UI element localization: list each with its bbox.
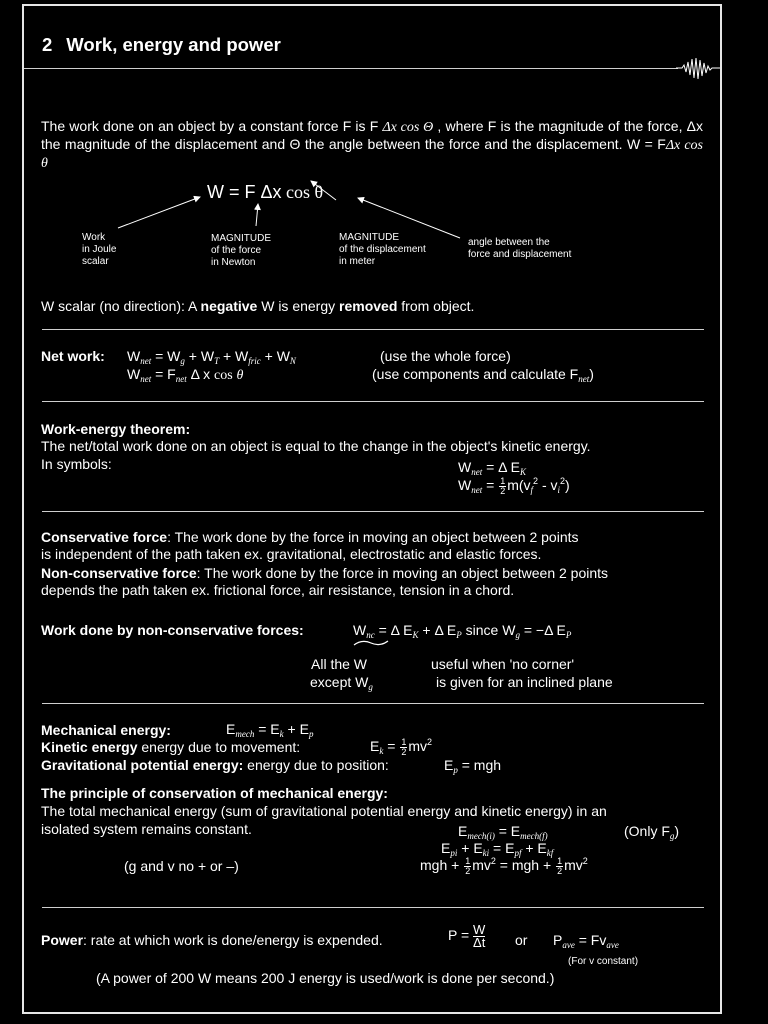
label-angle: angle between the force and displacement: [468, 237, 572, 260]
divider: [42, 907, 704, 908]
theorem-symbols-label: In symbols:: [41, 456, 112, 472]
power-v-constant: (For v constant): [568, 956, 639, 967]
conservation-eq1: $E_{mech(i)} = E_{mech(f)}$: [458, 823, 548, 841]
label-work-joule: Work in Joule scalar: [82, 232, 117, 267]
nonconservative-force-line1: Non-conservative force: The work done by the force in moving an object between 2 points: [41, 565, 609, 581]
work-definition: The work done on an object by a constant force F is F Δx cos Θ , where F is the magnitude of the force, Δx the magnitude of the displacement and Θ the angle between the force and the displacement. W = FΔx cos θ: [41, 118, 704, 171]
conservative-force-line2: is independent of the path taken ex. gravitational, electrostatic and elastic forces.: [41, 546, 542, 562]
theorem-eq1: $W_{net} = \Delta$ $E_K$: [458, 459, 526, 477]
theorem-text: The net/total work done on an object is equal to the change in the object's kinetic energy.: [41, 438, 591, 454]
theorem-eq2: $W_{net}$ = $\frac{1}{2}$ $m(v_f^2 - v_i^2)$: [458, 476, 570, 496]
divider: [42, 401, 704, 402]
kinetic-energy-line: Kinetic energy energy due to movement:: [41, 739, 301, 755]
section-number: 2: [42, 34, 53, 55]
power-line: Power: rate at which work is done/energy is expended.: [41, 932, 383, 948]
divider: [42, 703, 704, 704]
note-except-wg: except $W_g$: [310, 674, 373, 692]
note-all-w: All the W: [311, 656, 368, 672]
power-or: or: [515, 932, 528, 948]
power-eq2: $P_{ave} = Fv_{ave}$: [553, 932, 619, 950]
power-example: (A power of 200 W means 200 J energy is used/work is done per second.): [96, 970, 555, 986]
note-inclined-plane: is given for an inclined plane: [436, 674, 613, 690]
theorem-heading: Work-energy theorem:: [41, 421, 191, 437]
tilde-mark: [352, 638, 390, 648]
net-work-eq1: $W_{net} = W_g + W_T + W_{fric} + W_N$: [127, 348, 296, 366]
divider: [42, 511, 704, 512]
gpe-eq: $E_p$ = mgh: [444, 757, 502, 775]
section-title: Work, energy and power: [66, 34, 281, 55]
net-work-note2: (use components and calculate $F_{net}$): [372, 366, 594, 384]
conservation-eq3: mgh + $\frac{1}{2}$ $mv^2$ = mgh + $\frac{1}{2}$ $mv^2$: [420, 856, 588, 876]
power-eq1: P = $\frac{W}{\Delta t}$: [448, 922, 486, 950]
label-displacement-magnitude: MAGNITUDE of the displacement in meter: [339, 232, 426, 267]
principle-text-2: isolated system remains constant.: [41, 821, 252, 837]
label-force-magnitude: MAGNITUDE of the force in Newton: [211, 233, 271, 268]
net-work-eq2: $W_{net} = F_{net}$ Δ x cos θ: [127, 366, 244, 384]
kinetic-energy-eq: $E_k$ = $\frac{1}{2}$ $mv^2$: [370, 737, 433, 757]
mech-heading: Mechanical energy:: [41, 722, 171, 738]
principle-heading: The principle of conservation of mechanical energy:: [41, 785, 388, 801]
mech-equation: $E_{mech} = E_k + E_p$: [226, 721, 314, 739]
conservative-force-line1: Conservative force: The work done by the force in moving an object between 2 points: [41, 529, 579, 545]
conservation-eq2: $E_{pi} + E_{ki} = E_{pf} + E_{kf}$: [441, 840, 554, 858]
net-work-heading: Net work:: [41, 348, 105, 364]
nc-work-equation: $W_{nc} = \Delta$ $E_K + \Delta$ $E_P$ since $W_g = -\Delta$ $E_P$: [353, 622, 572, 640]
net-work-note1: (use the whole force): [380, 348, 511, 364]
work-formula: W = F Δx cos θ: [207, 182, 324, 202]
divider: [42, 329, 704, 330]
principle-text-1: The total mechanical energy (sum of gravitational potential energy and kinetic energy) in an: [41, 803, 607, 819]
gpe-line: Gravitational potential energy: energy due to position:: [41, 757, 389, 773]
g-and-v-note: (g and v no + or –): [124, 858, 239, 874]
scalar-note: W scalar (no direction): A negative W is energy removed from object.: [41, 298, 475, 314]
note-no-corner: useful when 'no corner': [431, 656, 575, 672]
nonconservative-force-line2: depends the path taken ex. frictional force, air resistance, tension in a chord.: [41, 582, 515, 598]
nc-work-heading: Work done by non-conservative forces:: [41, 622, 304, 638]
only-fg-note: (Only $F_g$): [624, 823, 680, 841]
